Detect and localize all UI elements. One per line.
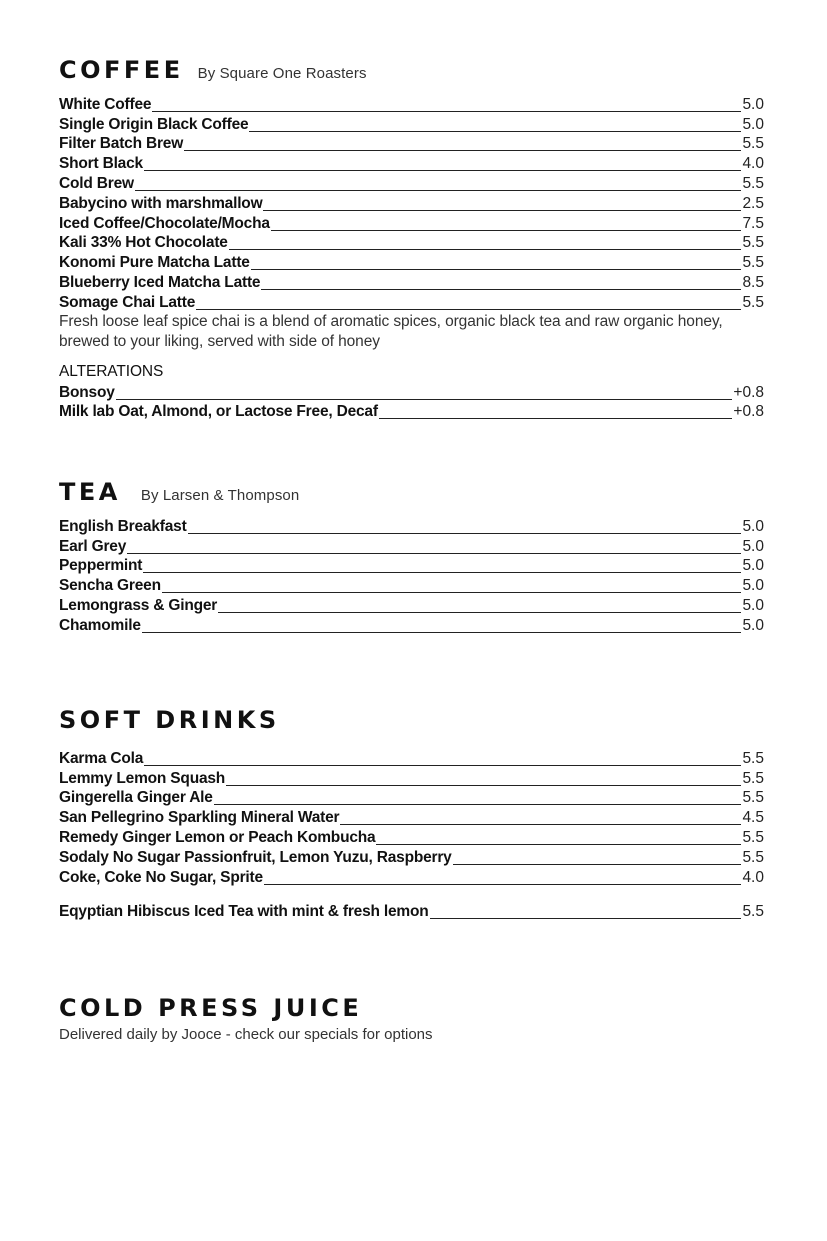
menu-item [59, 134, 764, 154]
coffee-items [59, 94, 764, 312]
item-name: Babycino with marshmallow [59, 194, 263, 212]
menu-item [59, 595, 764, 615]
menu-item [59, 536, 764, 556]
item-name: San Pellegrino Sparkling Mineral Water [59, 809, 340, 827]
item-name: Eqyptian Hibiscus Iced Tea with mint & fresh lemon [59, 903, 429, 921]
menu-item [59, 847, 764, 867]
item-name: Bonsoy [59, 383, 115, 401]
alterations-title: ALTERATIONS [59, 362, 164, 380]
menu-item [59, 272, 764, 292]
item-price: 5.5 [742, 769, 764, 787]
tea-section [59, 478, 764, 635]
item-price: 5.0 [742, 517, 764, 535]
leader-line [188, 533, 742, 534]
menu-item [59, 233, 764, 253]
item-name: Cold Brew [59, 174, 134, 192]
menu-item [59, 292, 764, 312]
item-price: 5.5 [742, 749, 764, 767]
menu-item [59, 382, 764, 402]
leader-line [229, 249, 742, 250]
item-price: 5.0 [742, 537, 764, 555]
leader-line [271, 230, 742, 231]
leader-line [135, 190, 742, 191]
menu-item [59, 575, 764, 595]
leader-line [226, 785, 741, 786]
item-name: Coke, Coke No Sugar, Sprite [59, 868, 263, 886]
leader-line [162, 592, 742, 593]
coffee-subtitle: By Square One Roasters [197, 65, 367, 82]
item-price: 5.5 [742, 903, 764, 921]
item-price: 7.5 [742, 214, 764, 232]
menu-item [59, 213, 764, 233]
leader-line [142, 632, 742, 633]
item-name: English Breakfast [59, 517, 187, 535]
item-name: Single Origin Black Coffee [59, 115, 249, 133]
leader-line [453, 864, 742, 865]
item-name: Milk lab Oat, Almond, or Lactose Free, Decaf [59, 403, 378, 421]
leader-line [251, 269, 742, 270]
coffee-title: COFFEE [59, 56, 184, 84]
leader-line [249, 131, 741, 132]
tea-title: TEA [59, 478, 121, 506]
menu-item [59, 114, 764, 134]
chai-description: Fresh loose leaf spice chai is a blend of aromatic spices, organic black tea and raw organic honey, brewed to your liking, served with side of honey [59, 312, 723, 350]
item-name: Gingerella Ginger Ale [59, 789, 213, 807]
item-price: 5.5 [742, 293, 764, 311]
item-price: 5.5 [742, 174, 764, 192]
juice-title: COLD PRESS JUICE [59, 994, 363, 1022]
menu-item [59, 402, 764, 422]
leader-line [143, 572, 741, 573]
leader-line [127, 553, 741, 554]
item-price: 5.0 [742, 95, 764, 113]
leader-line [144, 765, 741, 766]
menu-item [59, 615, 764, 635]
item-name: Short Black [59, 155, 143, 173]
item-name: Blueberry Iced Matcha Latte [59, 273, 261, 291]
leader-line [264, 884, 742, 885]
juice-note: Delivered daily by Jooce - check our specials for options [59, 1026, 433, 1043]
item-price: 5.5 [742, 234, 764, 252]
leader-line [379, 418, 733, 419]
item-price: 4.5 [742, 809, 764, 827]
item-price: 2.5 [742, 194, 764, 212]
menu-item [59, 768, 764, 788]
item-price: 5.0 [742, 115, 764, 133]
coffee-header [59, 56, 764, 88]
item-name: Iced Coffee/Chocolate/Mocha [59, 214, 270, 232]
soft-drinks-items [59, 748, 764, 887]
item-name: Peppermint [59, 557, 143, 575]
item-price: 5.5 [742, 828, 764, 846]
tea-items [59, 516, 764, 635]
menu-item [59, 867, 764, 887]
item-name: Karma Cola [59, 749, 144, 767]
item-price: 5.0 [742, 557, 764, 575]
soft-drinks-extra [59, 902, 764, 922]
menu-item [59, 94, 764, 114]
item-price: 5.0 [742, 616, 764, 634]
item-price: 8.5 [742, 273, 764, 291]
item-name: Filter Batch Brew [59, 135, 184, 153]
item-price: 4.0 [742, 155, 764, 173]
soft-drinks-section [59, 706, 764, 921]
item-price: 5.5 [742, 848, 764, 866]
leader-line [144, 170, 742, 171]
soft-drinks-title: SOFT DRINKS [59, 706, 280, 734]
item-name: White Coffee [59, 95, 152, 113]
menu-item [59, 193, 764, 213]
item-name: Kali 33% Hot Chocolate [59, 234, 228, 252]
leader-line [214, 804, 742, 805]
leader-line [184, 150, 741, 151]
item-name: Lemongrass & Ginger [59, 596, 218, 614]
leader-line [340, 824, 741, 825]
item-price: 5.0 [742, 596, 764, 614]
menu-item [59, 252, 764, 272]
item-name: Earl Grey [59, 537, 127, 555]
leader-line [116, 399, 733, 400]
soft-drinks-header [59, 706, 764, 738]
item-name: Konomi Pure Matcha Latte [59, 254, 250, 272]
coffee-section [59, 56, 764, 421]
leader-line [263, 210, 741, 211]
item-name: Sodaly No Sugar Passionfruit, Lemon Yuzu, Raspberry [59, 848, 452, 866]
item-name: Chamomile [59, 616, 141, 634]
item-price: 4.0 [742, 868, 764, 886]
menu-item [59, 902, 764, 922]
menu-item [59, 516, 764, 536]
juice-header [59, 994, 764, 1026]
menu-item [59, 807, 764, 827]
leader-line [152, 111, 741, 112]
menu-item [59, 556, 764, 576]
leader-line [430, 918, 742, 919]
alterations-items [59, 382, 764, 422]
menu-item [59, 748, 764, 768]
menu-item [59, 827, 764, 847]
item-name: Lemmy Lemon Squash [59, 769, 226, 787]
menu-item [59, 153, 764, 173]
juice-section [59, 994, 764, 1043]
item-price: 5.0 [742, 577, 764, 595]
item-price: +0.8 [733, 383, 764, 401]
menu-item [59, 173, 764, 193]
item-price: 5.5 [742, 789, 764, 807]
leader-line [261, 289, 741, 290]
item-name: Somage Chai Latte [59, 293, 196, 311]
item-name: Sencha Green [59, 577, 161, 595]
item-price: 5.5 [742, 135, 764, 153]
leader-line [376, 844, 741, 845]
leader-line [218, 612, 741, 613]
menu-item [59, 788, 764, 808]
leader-line [196, 309, 741, 310]
item-name: Remedy Ginger Lemon or Peach Kombucha [59, 828, 376, 846]
item-price: 5.5 [742, 254, 764, 272]
item-price: +0.8 [733, 403, 764, 421]
tea-header [59, 478, 764, 510]
tea-subtitle: By Larsen & Thompson [140, 487, 300, 504]
